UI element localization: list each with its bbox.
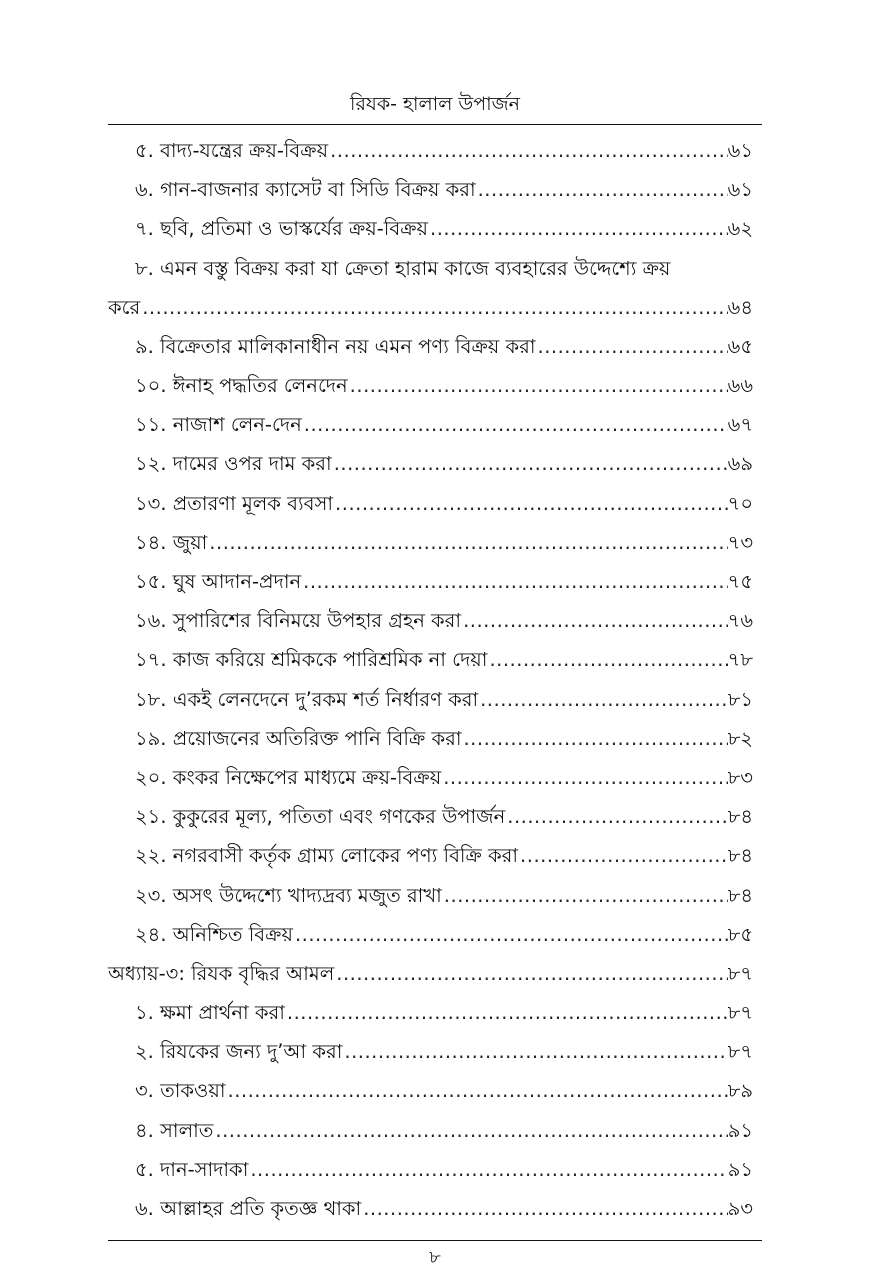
dot-leader [461,601,728,640]
dot-leader [301,562,728,601]
toc-entry-title: ২০. কংকর নিক্ষেপের মাধ্যমে ক্রয়-বিক্রয় [135,765,442,789]
table-of-contents [108,131,753,1228]
dot-leader [213,1111,727,1150]
toc-entry[interactable] [108,131,753,170]
dot-leader [334,954,727,993]
toc-entry[interactable] [108,719,753,758]
dot-leader [361,1189,727,1228]
dot-leader [248,1150,727,1189]
toc-entry-title: ৫. বাদ্য-যন্ত্রের ক্রয়-বিক্রয় [135,138,329,162]
toc-entry-page: ৮৭ [727,961,753,985]
page-number: ৮ [429,1247,441,1268]
toc-entry-title: ১৪. জুয়া [135,530,208,554]
toc-entry[interactable] [108,876,753,915]
toc-entry-title: ১৭. কাজ করিয়ে শ্রমিককে পারিশ্রমিক না দেয়া [135,648,488,672]
dot-leader [461,719,727,758]
toc-entry[interactable] [108,1189,753,1228]
top-rule [108,124,762,125]
toc-entry[interactable] [108,640,753,679]
toc-entry-page: ৬২ [727,217,753,241]
toc-chapter-title: অধ্যায়-৩: রিযক বৃদ্ধির আমল [108,961,335,985]
toc-entry[interactable] [108,445,753,484]
toc-entry-page: ৮৭ [727,1001,753,1025]
toc-entry-page: ৭৩ [727,530,753,554]
dot-leader [442,876,728,915]
toc-entry-page: ৬৫ [727,334,753,358]
toc-entry-page: ৯৩ [727,1197,753,1221]
toc-entry-title: ৭. ছবি, প্রতিমা ও ভাস্কর্যের ক্রয়-বিক্রয় [135,217,428,241]
dot-leader [342,1032,727,1071]
toc-entry-page: ৮৫ [727,922,753,946]
toc-entry[interactable] [108,170,753,209]
toc-entry-title: ১৯. প্রয়োজনের অতিরিক্ত পানি বিক্রি করা [135,726,462,750]
toc-entry-page: ৭৫ [727,570,753,594]
dot-leader [302,405,728,444]
toc-chapter-entry[interactable] [108,954,753,993]
toc-entry[interactable] [108,484,753,523]
toc-entry-title: ২২. নগরবাসী কর্তৃক গ্রাম্য লোকের পণ্য বিক্রি করা [135,844,519,868]
toc-entry-page: ৭০ [727,491,753,515]
toc-entry-title: ৩. তাকওয়া [135,1079,226,1103]
toc-entry-title: ২৪. অনিশ্চিত বিক্রয় [135,922,293,946]
toc-entry-title: ১৮. একই লেনদেনে দু’রকম শর্ত নির্ধারণ করা [135,687,479,711]
toc-entry-title: ১৩. প্রতারণা মূলক ব্যবসা [135,491,334,515]
toc-entry-title-line1[interactable]: ৮. এমন বস্তু বিক্রয় করা যা ক্রেতা হারাম কাজে ব্যবহারের উদ্দেশ্যে ক্রয় [135,256,671,280]
dot-leader [285,993,728,1032]
toc-entry[interactable] [108,1111,753,1150]
toc-entry-title: ২৩. অসৎ উদ্দেশ্যে খাদ্যদ্রব্য মজুত রাখা [135,883,442,907]
dot-leader [476,170,728,209]
toc-entry[interactable] [108,915,753,954]
toc-entry-page: ৮৪ [727,883,753,907]
toc-entry-page: ৮৪ [727,805,753,829]
toc-entry-page: ৮৭ [727,1040,753,1064]
toc-entry[interactable] [108,993,753,1032]
toc-entry-title-line2: করে [108,295,141,319]
toc-entry-title: ১২. দামের ওপর দাম করা [135,452,332,476]
toc-entry[interactable] [108,836,753,875]
dot-leader [333,484,728,523]
toc-entry-page: ৮৯ [727,1079,753,1103]
dot-leader [428,209,728,248]
toc-entry-title: ৪. সালাত [135,1118,214,1142]
toc-entry[interactable] [108,1072,753,1111]
dot-leader [505,797,727,836]
toc-entry[interactable] [108,1150,753,1189]
dot-leader [332,444,728,483]
toc-entry-page: ৯১ [727,1118,753,1142]
toc-entry-title: ১৬. সুপারিশের বিনিময়ে উপহার গ্রহন করা [135,609,462,633]
bottom-rule [108,1240,762,1241]
toc-entry-page: ৮৩ [727,765,753,789]
dot-leader [487,640,727,679]
toc-entry-page: ৬১ [727,138,753,162]
toc-entry-title: ১. ক্ষমা প্রার্থনা করা [135,1001,285,1025]
dot-leader [518,836,728,875]
toc-entry[interactable] [108,797,753,836]
toc-entry-page: ৬১ [727,178,753,202]
toc-entry[interactable] [108,327,753,366]
toc-entry-page: ৭৬ [727,609,753,633]
toc-entry[interactable] [108,758,753,797]
toc-entry[interactable] [108,1032,753,1071]
toc-entry-page: ৮২ [727,726,753,750]
toc-entry[interactable] [108,288,753,327]
toc-entry-page: ৯১ [727,1157,753,1181]
toc-entry[interactable] [108,366,753,405]
toc-entry-title: ১৫. ঘুষ আদান-প্রদান [135,570,302,594]
toc-entry-page: ৬৪ [727,295,753,319]
toc-entry[interactable] [108,209,753,248]
toc-entry-title: ১০. ঈনাহ পদ্ধতির লেনদেন [135,374,348,398]
toc-entry-title: ১১. নাজাশ লেন-দেন [135,413,302,437]
toc-entry-title: ২. রিযকের জন্য দু’আ করা [135,1040,343,1064]
toc-entry-title: ৫. দান-সাদাকা [135,1157,249,1181]
toc-entry-page: ৬৬ [727,374,753,398]
toc-entry-title: ৬. আল্লাহর প্রতি কৃতজ্ঞ থাকা [135,1197,362,1221]
toc-entry[interactable] [108,523,753,562]
toc-entry-title: ২১. কুকুরের মূল্য, পতিতা এবং গণকের উপার্জন [135,805,506,829]
toc-entry-page: ৬৯ [727,452,753,476]
toc-entry[interactable] [108,680,753,719]
dot-leader [441,758,727,797]
running-head: রিযক- হালাল উপার্জন [350,93,520,115]
toc-entry[interactable] [108,405,753,444]
dot-leader [348,366,728,405]
dot-leader [226,1071,728,1110]
dot-leader [207,523,727,562]
toc-entry[interactable] [108,601,753,640]
toc-entry-page: ৭৮ [727,648,753,672]
toc-entry-page: ৬৭ [727,413,753,437]
toc-entry-page: ৮১ [727,687,753,711]
dot-leader [293,915,728,954]
toc-entry-title: ৯. বিক্রেতার মালিকানাধীন নয় এমন পণ্য বিক্রয় করা [135,334,536,358]
toc-entry[interactable] [108,562,753,601]
dot-leader [140,288,727,327]
toc-entry-title: ৬. গান-বাজনার ক্যাসেট বা সিডি বিক্রয় করা [135,178,476,202]
toc-entry-page: ৮৪ [727,844,753,868]
dot-leader [328,131,728,170]
dot-leader [478,680,728,719]
dot-leader [536,327,728,366]
